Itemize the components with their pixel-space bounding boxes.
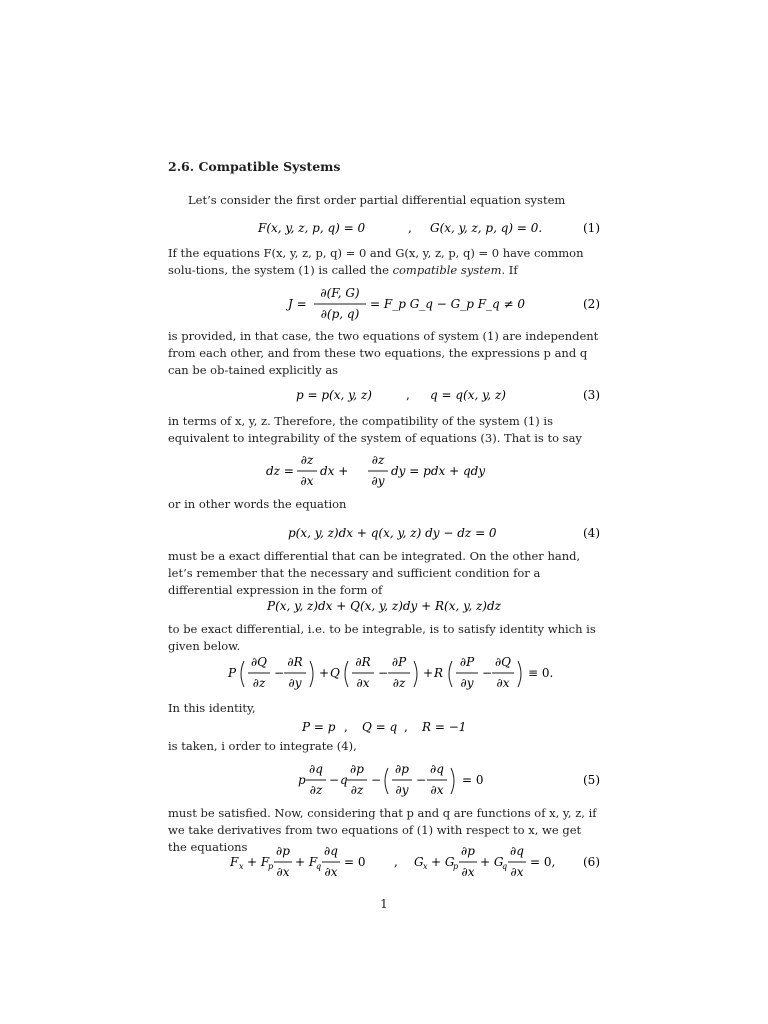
identity-paren3-close xyxy=(518,661,521,687)
identity-f-den: ∂x xyxy=(496,676,510,690)
paragraph-compatible-def-a: If the equations F(x, y, z, p, q) = 0 and G(x, y, z, p, q) = 0 have common solu-tions, the system (1) is called the xyxy=(168,246,584,277)
eq6-r-frac2-den: ∂x xyxy=(510,865,524,879)
eq1-right: G(x, y, z, p, q) = 0. xyxy=(430,221,543,235)
eqdz-frac2-den: ∂y xyxy=(371,474,385,488)
eq6-l-frac1-den: ∂x xyxy=(276,865,290,879)
paragraph-compatible-def-b: If xyxy=(505,263,518,277)
eq6-r2-sub: p xyxy=(453,862,459,871)
identity-d-den: ∂z xyxy=(392,676,406,690)
eq5-b-den: ∂z xyxy=(350,783,364,797)
identity-R: R xyxy=(434,666,444,680)
eqdz-term2: dy = pdx + qdy xyxy=(391,464,486,478)
eq2-rhs: = F_p G_q − G_p F_q ≠ 0 xyxy=(370,297,526,311)
identity-e-num: ∂P xyxy=(459,655,475,669)
subst-c: R = −1 xyxy=(422,720,467,734)
eq6-separator: , xyxy=(394,855,398,869)
paragraph-compatible-def xyxy=(168,245,600,279)
eq5-q: q xyxy=(340,773,348,787)
eq5-tail: = 0 xyxy=(462,773,484,787)
identity-f-num: ∂Q xyxy=(494,655,512,669)
equation-identity xyxy=(168,652,600,696)
eq3-number: (3) xyxy=(583,388,600,402)
eq1-separator: , xyxy=(408,221,412,235)
eqdz-lhs: dz = xyxy=(266,464,294,478)
eq6-number: (6) xyxy=(583,855,600,869)
identity-paren2-open xyxy=(345,661,348,687)
eq6-r2: + G xyxy=(431,855,455,869)
eqdz-frac1-den: ∂x xyxy=(300,474,314,488)
identity-tail: ≡ 0. xyxy=(528,666,554,680)
compatible-system-term: compatible system. xyxy=(392,263,506,277)
eq6-r1-sub: x xyxy=(423,862,428,871)
eq5-c-den: ∂y xyxy=(395,783,409,797)
eq6-l3-sub: q xyxy=(316,862,322,871)
eq5-d-num: ∂q xyxy=(430,762,444,776)
eq2-lhs: J = xyxy=(288,297,307,311)
identity-a-num: ∂Q xyxy=(250,655,268,669)
identity-paren2-close xyxy=(414,661,417,687)
eq6-l2: + F xyxy=(247,855,270,869)
identity-plus2: + xyxy=(423,666,434,680)
equation-5 xyxy=(168,759,600,803)
eq5-minus2: − xyxy=(371,773,382,787)
eq6-l2-sub: p xyxy=(268,862,274,871)
identity-paren1-close xyxy=(310,661,313,687)
eq6-l-frac2-num: ∂q xyxy=(324,844,338,858)
eq3-right: q = q(x, y, z) xyxy=(430,388,506,402)
paragraph-in-identity: In this identity, xyxy=(168,701,256,715)
eq6-r3: + G xyxy=(480,855,504,869)
eq6-l-frac1-num: ∂p xyxy=(276,844,290,858)
eq2-number: (2) xyxy=(583,297,600,311)
eq5-paren-close xyxy=(451,768,454,794)
identity-a-den: ∂z xyxy=(252,676,266,690)
paragraph-derivatives: must be satisfied. Now, considering that p and q are functions of x, y, z, if we take derivatives from two equations of (1) with respect to x, we get the equations xyxy=(168,806,597,854)
eq5-minus3: − xyxy=(416,773,427,787)
identity-d-num: ∂P xyxy=(391,655,407,669)
eq5-number: (5) xyxy=(583,773,600,787)
eq5-c-num: ∂p xyxy=(395,762,409,776)
eq6-l1: F xyxy=(230,855,239,869)
eq5-b-num: ∂p xyxy=(350,762,364,776)
eq4-number: (4) xyxy=(583,526,600,540)
identity-Q: Q xyxy=(330,666,340,680)
identity-e-den: ∂y xyxy=(460,676,474,690)
eq2-numerator: ∂(F, G) xyxy=(320,286,360,300)
subst-sep2: , xyxy=(404,720,408,734)
identity-minus1: − xyxy=(274,666,285,680)
eq6-l1-sub: x xyxy=(239,862,244,871)
eq5-p: p xyxy=(298,773,306,787)
page-number: 1 xyxy=(380,897,388,911)
subst-b: Q = q xyxy=(362,720,398,734)
identity-P: P xyxy=(228,666,237,680)
subst-sep1: , xyxy=(344,720,348,734)
eq6-l3: + F xyxy=(295,855,318,869)
eqdz-frac2-num: ∂z xyxy=(371,453,385,467)
identity-paren1-open xyxy=(241,661,244,687)
eq6-r-frac1-den: ∂x xyxy=(461,865,475,879)
eq2-denominator: ∂(p, q) xyxy=(320,307,360,321)
eqdz-term1: dx + xyxy=(320,464,349,478)
eq4-body: p(x, y, z)dx + q(x, y, z) dy − dz = 0 xyxy=(288,526,497,540)
eq1-number: (1) xyxy=(583,221,600,235)
eq5-paren-open xyxy=(385,768,388,794)
eq3-separator: , xyxy=(406,388,410,402)
identity-c-num: ∂R xyxy=(355,655,371,669)
eq6-r3-sub: q xyxy=(502,862,508,871)
paragraph-independent: is provided, in that case, the two equations of system (1) are independent from each other, and from these two equations, the expressions p and q can be ob-tained explicitly as xyxy=(168,329,599,377)
eq6-r-tail: = 0, xyxy=(530,855,556,869)
paragraph-taken: is taken, i order to integrate (4), xyxy=(168,739,357,753)
eq5-a-num: ∂q xyxy=(309,762,323,776)
eq5-a-den: ∂z xyxy=(309,783,323,797)
paragraph-other-words: or in other words the equation xyxy=(168,497,347,511)
identity-c-den: ∂x xyxy=(356,676,370,690)
identity-paren3-open xyxy=(449,661,452,687)
paragraph-intro: Let’s consider the first order partial differential equation system xyxy=(188,193,566,207)
eq1-left: F(x, y, z, p, q) = 0 xyxy=(258,221,366,235)
equation-2 xyxy=(168,283,600,327)
identity-minus3: − xyxy=(482,666,493,680)
eqdz-frac1-num: ∂z xyxy=(300,453,314,467)
paragraph-integrability: in terms of x, y, z. Therefore, the compatibility of the system (1) is equivalent to integrability of the system of equations (3). That is to say xyxy=(168,414,582,445)
eq6-r-frac2-num: ∂q xyxy=(510,844,524,858)
eq6-l-tail: = 0 xyxy=(344,855,366,869)
eq6-l-frac2-den: ∂x xyxy=(324,865,338,879)
paragraph-identity-intro: to be exact differential, i.e. to be integrable, is to satisfy identity which is given below. xyxy=(168,622,596,653)
eq5-minus1: − xyxy=(329,773,340,787)
eq3-left: p = p(x, y, z) xyxy=(296,388,372,402)
paragraph-exact-differential: must be a exact differential that can be integrated. On the other hand, let’s remember that the necessary and sufficient condition for a differential expression in the form of xyxy=(168,549,581,597)
subst-a: P = p xyxy=(302,720,336,734)
equation-dz xyxy=(168,450,600,494)
identity-plus1: + xyxy=(319,666,330,680)
eq5-d-den: ∂x xyxy=(430,783,444,797)
equation-6 xyxy=(168,841,600,885)
eq6-r1: G xyxy=(414,855,424,869)
identity-b-num: ∂R xyxy=(287,655,303,669)
eq6-r-frac1-num: ∂p xyxy=(461,844,475,858)
eqpqr-body: P(x, y, z)dx + Q(x, y, z)dy + R(x, y, z)dz xyxy=(267,599,501,613)
identity-minus2: − xyxy=(378,666,389,680)
section-heading: 2.6. Compatible Systems xyxy=(168,159,341,174)
identity-b-den: ∂y xyxy=(288,676,302,690)
